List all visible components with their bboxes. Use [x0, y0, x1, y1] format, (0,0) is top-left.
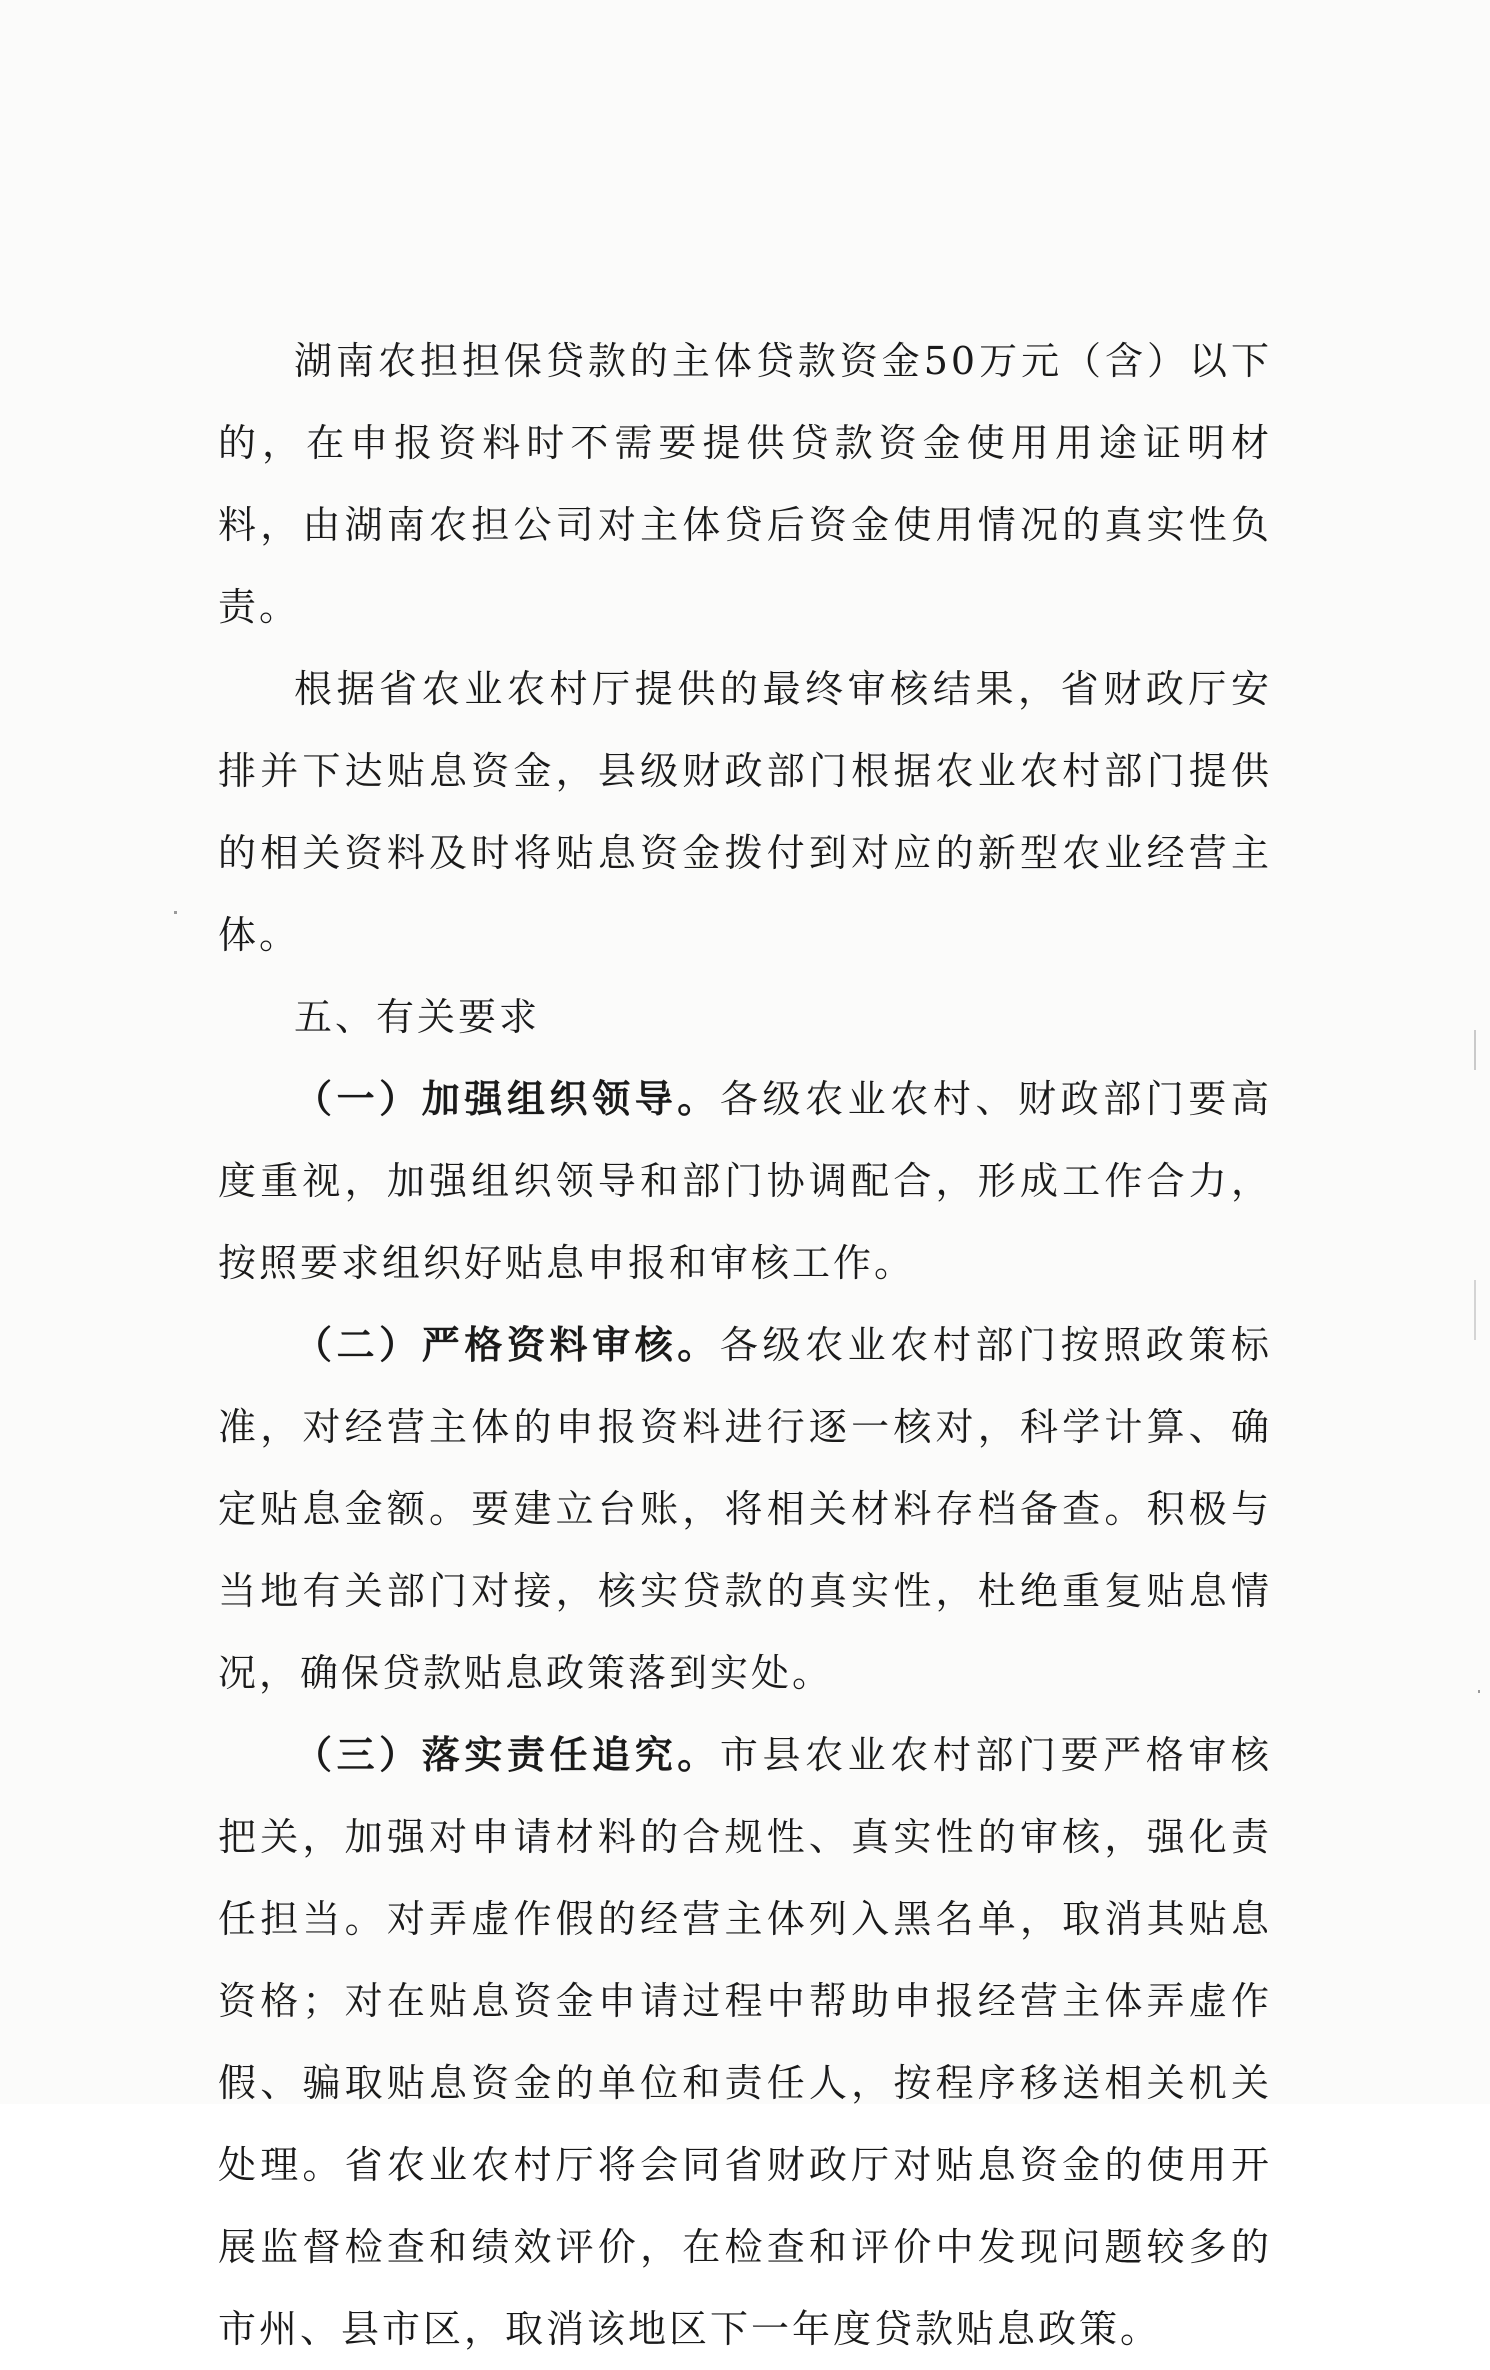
paragraph-organization: [218, 1058, 1272, 1304]
paragraph-review: [218, 1304, 1272, 1714]
subsection-body: 各级农业农村部门按照政策标准，对经营主体的申报资料进行逐一核对，科学计算、确定贴息金额。要建立台账，将相关材料存档备查。积极与当地有关部门对接，核实贷款的真实性，杜绝重复贴息情况，确保贷款贴息政策落到实处。: [218, 1323, 1272, 1695]
paragraph-fund-disbursement: 根据省农业农村厅提供的最终审核结果，省财政厅安排并下达贴息资金，县级财政部门根据农业农村部门提供的相关资料及时将贴息资金拨付到对应的新型农业经营主体。: [218, 667, 1272, 957]
paragraph-accountability: [218, 1714, 1272, 2370]
section-heading-requirements: 五、有关要求: [294, 995, 541, 1039]
subsection-lead: （三）落实责任追究。: [294, 1732, 720, 1777]
subsection-body: 市县农业农村部门要严格审核把关，加强对申请材料的合规性、真实性的审核，强化责任担当。对弄虚作假的经营主体列入黑名单，取消其贴息资格；对在贴息资金申请过程中帮助申报经营主体弄虚作假、骗取贴息资金的单位和责任人，按程序移送相关机关处理。省农业农村厅将会同省财政厅对贴息资金的使用开展监督检查和绩效评价，在检查和评价中发现问题较多的市州、县市区，取消该地区下一年度贷款贴息政策。: [218, 1733, 1272, 2351]
scan-mark: [1474, 1280, 1476, 1340]
scan-mark: [174, 911, 177, 914]
subsection-body: 各级农业农村、财政部门要高度重视，加强组织领导和部门协调配合，形成工作合力，按照要求组织好贴息申报和审核工作。: [218, 1077, 1272, 1285]
subsection-lead: （一）加强组织领导。: [294, 1076, 720, 1121]
scan-mark: [1474, 1030, 1476, 1070]
document-body: [218, 320, 1272, 2370]
paragraph-loan-threshold: 湖南农担担保贷款的主体贷款资金50万元（含）以下的，在申报资料时不需要提供贷款资金使用用途证明材料，由湖南农担公司对主体贷后资金使用情况的真实性负责。: [218, 339, 1272, 629]
scan-mark: [1478, 1690, 1480, 1693]
subsection-lead: （二）严格资料审核。: [294, 1322, 720, 1367]
